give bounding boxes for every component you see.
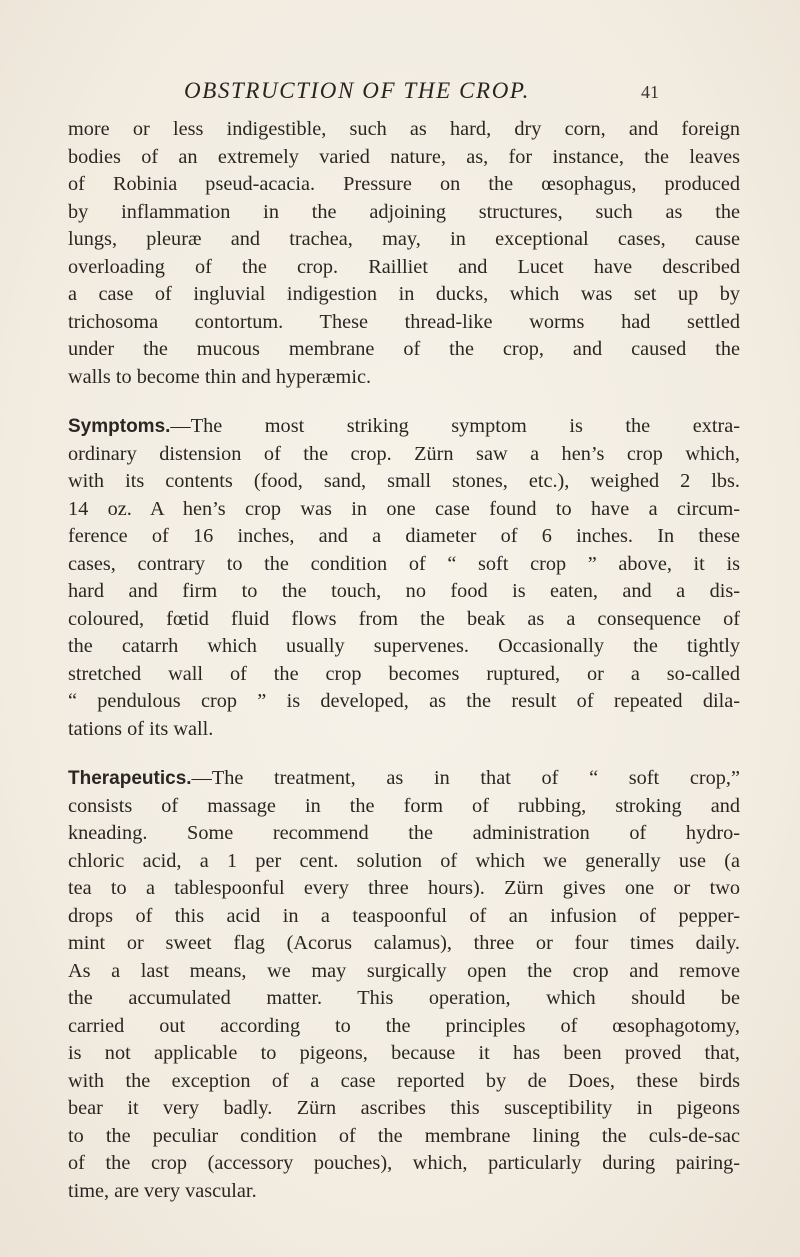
text-line: bodies of an extremely varied nature, as, for instance, the leaves xyxy=(68,145,740,168)
text-line: to the peculiar condition of the membrane lining the culs-de-sac xyxy=(68,1124,740,1147)
paragraph-therapeutics xyxy=(68,765,740,1205)
paragraph-symptoms xyxy=(68,413,740,743)
text-line: carried out according to the principles of œsophagotomy, xyxy=(68,1014,740,1037)
text-line: “ pendulous crop ” is developed, as the result of repeated dila- xyxy=(68,690,740,712)
text-line: 14 oz. A hen’s crop was in one case found to have a circum- xyxy=(68,497,740,520)
running-title: OBSTRUCTION OF THE CROP. xyxy=(184,78,530,103)
text-line xyxy=(68,413,740,441)
text-line: lungs, pleuræ and trachea, may, in exceptional cases, cause xyxy=(68,228,740,250)
text-line: with the exception of a case reported by de Does, these birds xyxy=(68,1069,740,1092)
text-line: trichosoma contortum. These thread-like worms had settled xyxy=(68,310,740,333)
text-line: coloured, fœtid fluid flows from the beak as a consequence of xyxy=(68,607,740,630)
text-run: —The treatment, as in that of “ soft crop,” xyxy=(191,767,740,789)
text-line xyxy=(68,765,740,793)
text-line: the accumulated matter. This operation, which should be xyxy=(68,987,740,1009)
text-line: ference of 16 inches, and a diameter of 6 inches. In these xyxy=(68,525,740,547)
paragraph-crop-causes xyxy=(68,116,740,391)
section-heading-therapeutics: Therapeutics. xyxy=(68,768,192,789)
body-text xyxy=(68,116,740,1205)
text-line: As a last means, we may surgically open the crop and remove xyxy=(68,959,740,982)
text-line: drops of this acid in a teaspoonful of an infusion of pepper- xyxy=(68,904,740,927)
text-line: overloading of the crop. Railliet and Lucet have described xyxy=(68,255,740,278)
text-line: stretched wall of the crop becomes ruptured, or a so-called xyxy=(68,662,740,685)
text-line: the catarrh which usually supervenes. Occasionally the tightly xyxy=(68,635,740,657)
text-line: time, are very vascular. xyxy=(68,1179,257,1202)
text-line: bear it very badly. Zürn ascribes this susceptibility in pigeons xyxy=(68,1097,740,1119)
text-line: ordinary distension of the crop. Zürn saw a hen’s crop which, xyxy=(68,442,740,465)
text-line: cases, contrary to the condition of “ soft crop ” above, it is xyxy=(68,552,740,575)
text-line: with its contents (food, sand, small stones, etc.), weighed 2 lbs. xyxy=(68,470,740,492)
text-line: consists of massage in the form of rubbing, stroking and xyxy=(68,794,740,817)
text-line: is not applicable to pigeons, because it has been proved that, xyxy=(68,1042,740,1064)
text-line: walls to become thin and hyperæmic. xyxy=(68,365,372,388)
text-line: more or less indigestible, such as hard, dry corn, and foreign xyxy=(68,118,740,140)
text-line: of Robinia pseud-acacia. Pressure on the œsophagus, produced xyxy=(68,173,740,195)
text-line: a case of ingluvial indigestion in ducks, which was set up by xyxy=(68,283,740,305)
text-line: chloric acid, a 1 per cent. solution of which we generally use (a xyxy=(68,849,740,872)
section-heading-symptoms: Symptoms. xyxy=(68,416,171,437)
running-head xyxy=(0,78,800,108)
paragraph-gap xyxy=(68,391,740,413)
text-line: by inflammation in the adjoining structures, such as the xyxy=(68,200,740,223)
paragraph-gap xyxy=(68,743,740,765)
text-line: tea to a tablespoonful every three hours). Zürn gives one or two xyxy=(68,877,740,899)
text-line: tations of its wall. xyxy=(68,717,214,740)
text-line: kneading. Some recommend the administration of hydro- xyxy=(68,822,740,844)
text-run: —The most striking symptom is the extra- xyxy=(170,415,740,437)
text-line: hard and firm to the touch, no food is eaten, and a dis- xyxy=(68,580,740,602)
text-line: of the crop (accessory pouches), which, particularly during pairing- xyxy=(68,1152,740,1174)
page-number: 41 xyxy=(641,82,659,102)
text-line: mint or sweet flag (Acorus calamus), three or four times daily. xyxy=(68,932,740,954)
text-line: under the mucous membrane of the crop, and caused the xyxy=(68,338,740,360)
